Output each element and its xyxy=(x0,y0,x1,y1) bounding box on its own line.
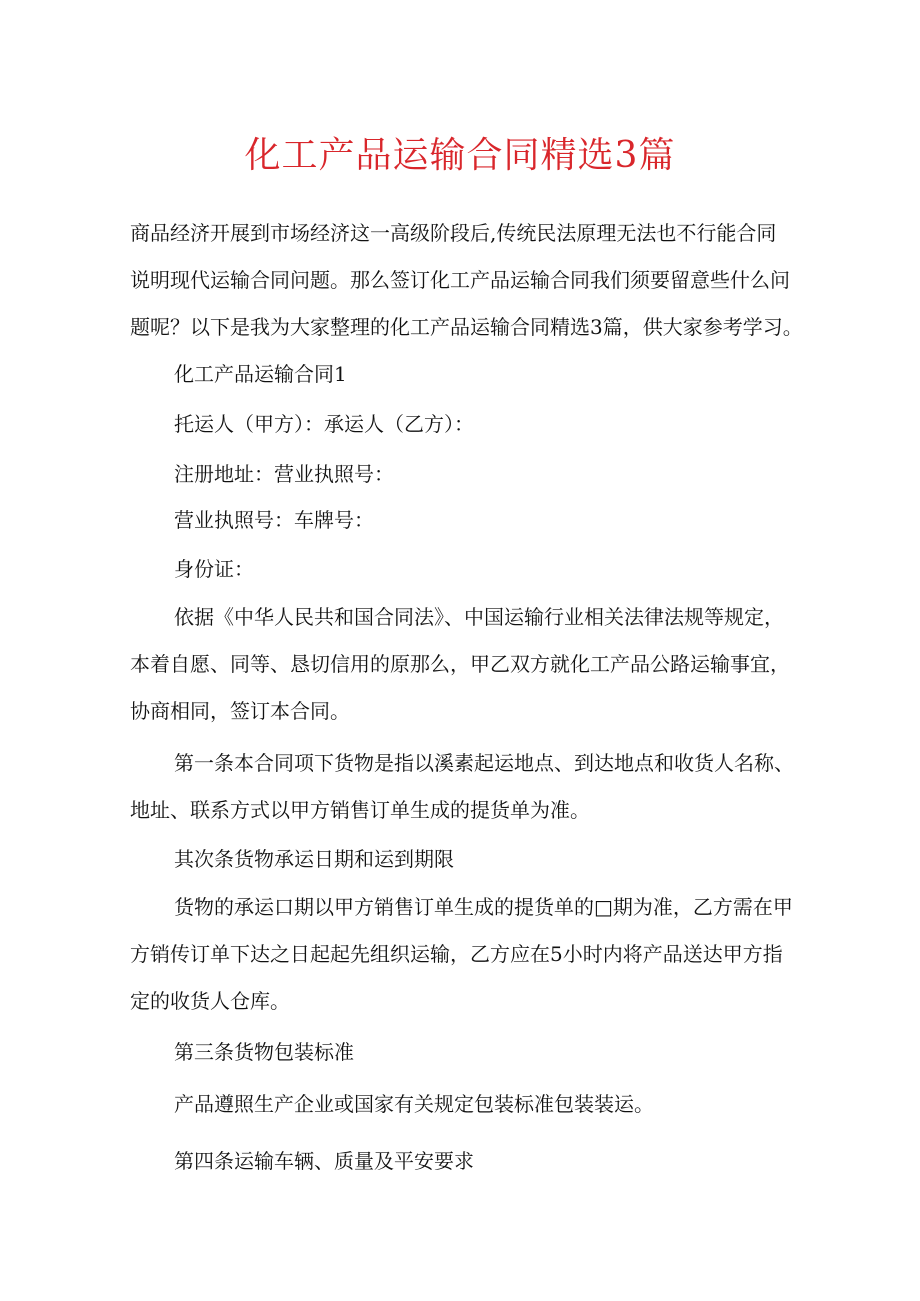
license-line xyxy=(130,497,796,544)
article3-heading xyxy=(130,1029,796,1076)
basis-line-2: 本着自愿、同等、恳切信用的原那么，甲乙双方就化工产品公路运输事宜， xyxy=(130,652,790,676)
intro-paragraph xyxy=(130,210,803,351)
article2-paragraph xyxy=(130,884,796,1025)
basis-paragraph xyxy=(130,594,796,735)
contract1-heading: 化工产品运输合同1 xyxy=(174,362,347,386)
intro-line-3: 题呢？以下是我为大家整理的化工产品运输合同精选3篇，供大家参考学习。 xyxy=(130,315,803,339)
article4-heading-text: 第四条运输车辆、质量及平安要求 xyxy=(174,1149,474,1173)
article1-line-1: 第一条本合同项下货物是指以溪素起运地点、到达地点和收货人名称、 xyxy=(174,751,794,775)
article3-heading-text: 第三条货物包装标准 xyxy=(174,1040,354,1064)
basis-line-1: 依据《中华人民共和国合同法》、中国运输行业相关法律法规等规定， xyxy=(174,605,784,629)
id-line xyxy=(130,546,796,593)
article1-paragraph xyxy=(130,740,796,834)
article2-heading-text: 其次条货物承运日期和运到期限 xyxy=(174,847,454,871)
article1-line-2: 地址、联系方式以甲方销售订单生成的提货单为准。 xyxy=(130,798,590,822)
article4-heading xyxy=(130,1138,796,1185)
article3-body-text: 产品遵照生产企业或国家有关规定包装标准包装装运。 xyxy=(174,1092,654,1116)
parties-text: 托运人（甲方）：承运人（乙方）： xyxy=(174,412,474,436)
intro-line-1: 商品经济开展到市场经济这一高级阶段后,传统民法原理无法也不行能合同 xyxy=(130,221,777,245)
parties-line xyxy=(130,401,796,448)
address-line xyxy=(130,451,796,498)
article2-heading xyxy=(130,836,796,883)
id-text: 身份证： xyxy=(174,557,254,581)
article3-paragraph xyxy=(130,1081,796,1128)
contract-heading xyxy=(130,351,796,398)
license-text: 营业执照号：车牌号： xyxy=(174,508,374,532)
article2-line-2: 方销传订单下达之日起起先组织运输，乙方应在5小时内将产品送达甲方指 xyxy=(130,942,783,966)
article2-line-3: 定的收货人仓库。 xyxy=(130,989,290,1013)
article2-line-1: 货物的承运口期以甲方销售订单生成的提货单的□期为准，乙方需在甲 xyxy=(174,895,793,919)
document-title: 化工产品运输合同精选3篇 xyxy=(244,135,676,176)
address-text: 注册地址：营业执照号： xyxy=(174,462,394,486)
intro-line-2: 说明现代运输合同问题。那么签订化工产品运输合同我们须要留意些什么问 xyxy=(130,268,790,292)
basis-line-3: 协商相同，签订本合同。 xyxy=(130,699,350,723)
